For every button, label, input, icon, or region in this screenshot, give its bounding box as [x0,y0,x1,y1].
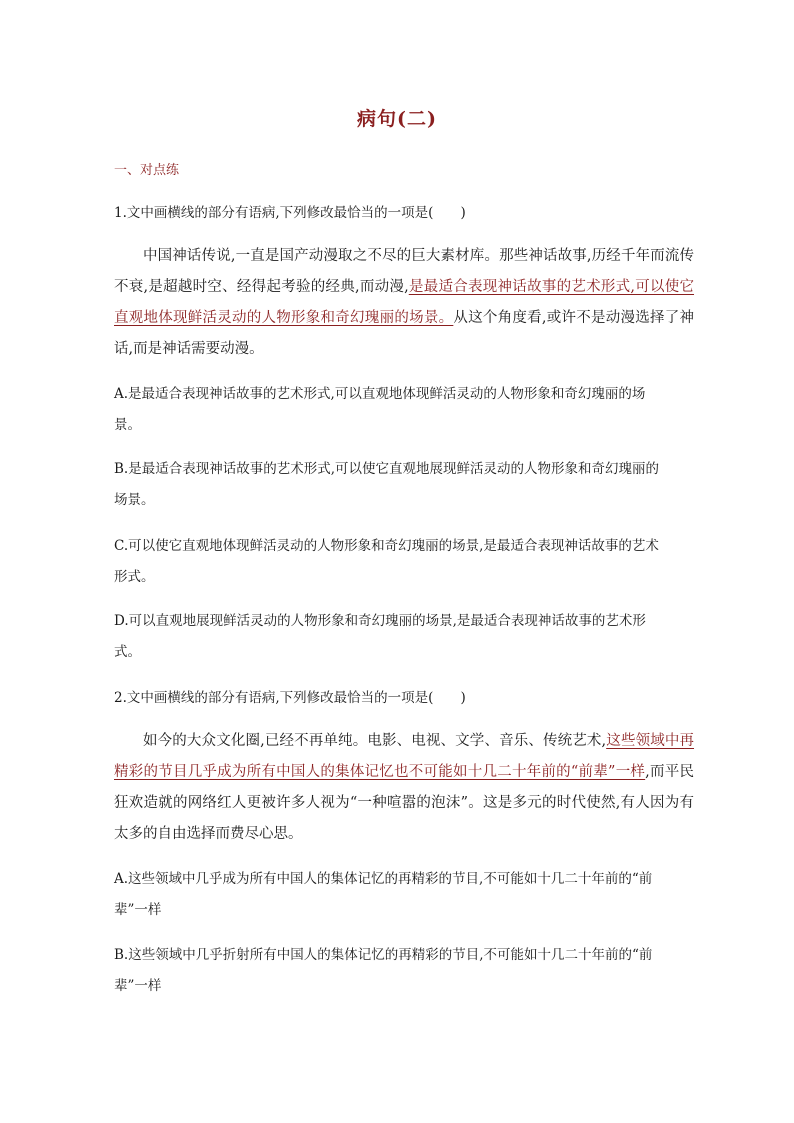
question-1-stem: 1.文中画横线的部分有语病,下列修改最恰当的一项是( ) [114,205,466,221]
passage-text: 如今的大众文化圈,已经不再单纯。电影、电视、文学、音乐、传统艺术, [143,733,607,749]
passage-text: ,而平民狂欢造就的网络红人更被许多人视为“一种喧嚣的泡沫”。这是多元的时代使然,有人因为有太多的自由选择而费尽心思。 [114,764,694,842]
question-1-option-d: D.可以直观地展现鲜活灵动的人物形象和奇幻瑰丽的场景,是最适合表现神话故事的艺术形式。 [114,613,646,660]
underlined-text: 这些领域中再精彩的节目几乎成为所有中国人的集体记忆也不可能如十几二十年前的“前辈”一样 [114,733,695,780]
question-1-option-a: A.是最适合表现神话故事的艺术形式,可以直观地体现鲜活灵动的人物形象和奇幻瑰丽的场景。 [114,386,646,433]
question-1-passage [114,241,694,365]
question-2-stem: 2.文中画横线的部分有语病,下列修改最恰当的一项是( ) [114,690,466,706]
underlined-text: 是最适合表现神话故事的艺术形式,可以使它直观地体现鲜活灵动的人物形象和奇幻瑰丽的场景。 [114,279,695,326]
question-1-option-c: C.可以使它直观地体现鲜活灵动的人物形象和奇幻瑰丽的场景,是最适合表现神话故事的艺术形式。 [114,538,659,585]
question-2-option-a: A.这些领域中几乎成为所有中国人的集体记忆的再精彩的节目,不可能如十几二十年前的“前辈”一样 [114,871,653,918]
section-heading: 一、对点练 [114,163,180,178]
passage-text: 从这个角度看,或许不是动漫选择了神话,而是神话需要动漫。 [114,310,695,357]
question-1-option-b: B.是最适合表现神话故事的艺术形式,可以使它直观地展现鲜活灵动的人物形象和奇幻瑰丽的场景。 [114,461,660,508]
page-title: 病句(二) [357,108,437,130]
question-2-passage [114,726,694,850]
passage-text: 中国神话传说,一直是国产动漫取之不尽的巨大素材库。那些神话故事,历经千年而流传不衰,是超越时空、经得起考验的经典,而动漫, [114,248,694,295]
question-2-option-b: B.这些领域中几乎折射所有中国人的集体记忆的再精彩的节目,不可能如十几二十年前的“前辈”一样 [114,947,653,994]
